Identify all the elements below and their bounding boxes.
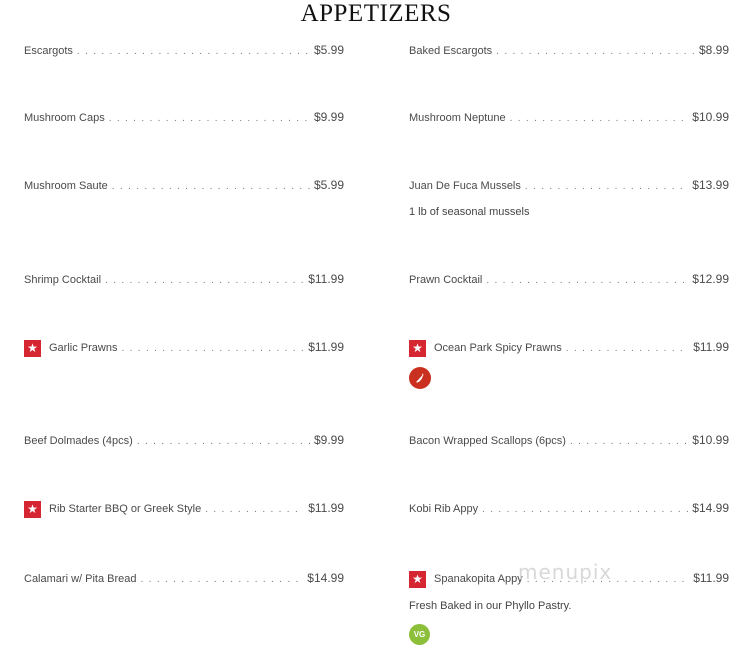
vegetarian-badge-icon: VG (409, 624, 430, 645)
menu-item (409, 110, 729, 126)
dot-leader (566, 341, 689, 356)
item-name: Spanakopita Appy (434, 573, 523, 585)
item-name: Garlic Prawns (49, 342, 118, 354)
item-price: $14.99 (307, 571, 344, 585)
menu-item (24, 571, 344, 587)
dot-leader (121, 341, 304, 356)
dot-leader (105, 273, 304, 288)
menu-item (24, 501, 344, 518)
item-name: Mushroom Caps (24, 112, 105, 124)
item-name: Bacon Wrapped Scallops (6pcs) (409, 435, 566, 447)
item-price: $5.99 (313, 43, 344, 57)
watermark-logo: menupix (518, 560, 613, 584)
chili-pepper-icon (409, 367, 431, 389)
menu-item (24, 178, 344, 194)
item-description: Fresh Baked in our Phyllo Pastry. (409, 600, 572, 612)
item-price: $8.99 (698, 43, 729, 57)
star-icon (24, 501, 41, 518)
item-price: $14.99 (692, 501, 729, 515)
dot-leader (486, 273, 688, 288)
menu-item (24, 272, 344, 288)
item-price: $11.99 (308, 501, 344, 515)
item-name: Prawn Cocktail (409, 274, 483, 286)
item-name: Calamari w/ Pita Bread (24, 573, 137, 585)
item-name: Rib Starter BBQ or Greek Style (49, 503, 202, 515)
item-price: $10.99 (692, 110, 729, 124)
item-price: $11.99 (308, 272, 344, 286)
dot-leader (510, 111, 689, 126)
item-name: Mushroom Neptune (409, 112, 506, 124)
item-name: Escargots (24, 45, 73, 57)
item-name: Baked Escargots (409, 45, 493, 57)
item-name: Kobi Rib Appy (409, 503, 479, 515)
dot-leader (496, 44, 695, 59)
item-price: $12.99 (692, 272, 729, 286)
item-price: $9.99 (313, 110, 344, 124)
item-price: $11.99 (693, 340, 729, 354)
menu-item (409, 272, 729, 288)
dot-leader (77, 44, 310, 59)
item-price: $9.99 (313, 433, 344, 447)
dot-leader (109, 111, 310, 126)
item-price: $11.99 (693, 571, 729, 585)
dot-leader (205, 502, 304, 517)
star-icon (409, 340, 426, 357)
item-description: 1 lb of seasonal mussels (409, 206, 530, 218)
dot-leader (570, 434, 688, 449)
item-price: $13.99 (692, 178, 729, 192)
menu-item (409, 178, 729, 218)
item-price: $11.99 (308, 340, 344, 354)
dot-leader (141, 572, 304, 587)
item-price: $10.99 (692, 433, 729, 447)
menu-item (409, 433, 729, 449)
star-icon (409, 571, 426, 588)
item-name: Beef Dolmades (4pcs) (24, 435, 133, 447)
menu-item (24, 110, 344, 126)
dot-leader (525, 179, 688, 194)
dot-leader (112, 179, 310, 194)
menu-item (24, 433, 344, 449)
dot-leader (137, 434, 310, 449)
menu-section-title: APPETIZERS (300, 0, 452, 27)
menu-item (24, 340, 344, 357)
item-name: Mushroom Saute (24, 180, 108, 192)
star-icon (24, 340, 41, 357)
menu-item (409, 340, 729, 389)
item-name: Juan De Fuca Mussels (409, 180, 521, 192)
menu-item (409, 501, 729, 517)
item-price: $5.99 (313, 178, 344, 192)
dot-leader (482, 502, 688, 517)
item-name: Ocean Park Spicy Prawns (434, 342, 562, 354)
menu-item (24, 43, 344, 59)
item-name: Shrimp Cocktail (24, 274, 102, 286)
menu-item (409, 43, 729, 59)
